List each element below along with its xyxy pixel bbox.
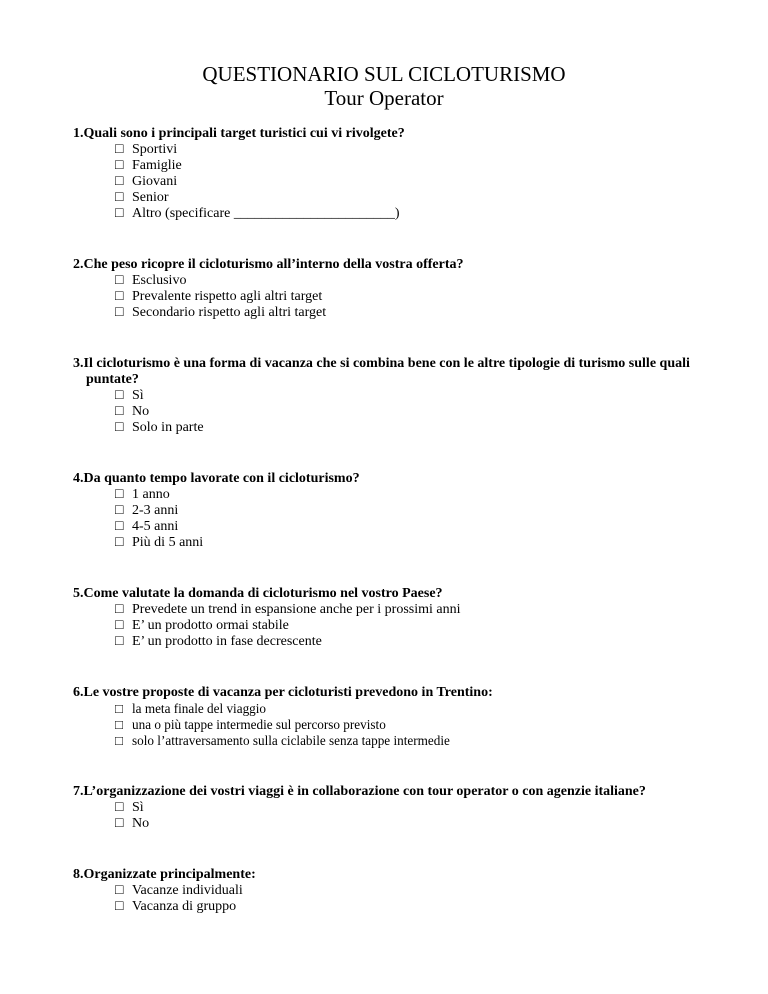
question-3 [73, 356, 728, 436]
option-item[interactable] [73, 388, 728, 404]
checkbox-icon[interactable]: □ [115, 305, 124, 320]
checkbox-icon[interactable]: □ [115, 142, 124, 157]
option-item[interactable] [73, 634, 728, 650]
option-item[interactable] [73, 487, 728, 503]
option-item[interactable] [73, 883, 728, 899]
option-label: No [132, 816, 150, 831]
checkbox-icon[interactable]: □ [115, 487, 124, 502]
option-item[interactable] [73, 190, 728, 206]
option-item[interactable] [73, 503, 728, 519]
option-item[interactable] [73, 142, 728, 158]
option-list [73, 602, 728, 650]
option-list [73, 273, 728, 321]
option-label: E’ un prodotto ormai stabile [132, 618, 289, 633]
option-item[interactable] [73, 701, 728, 717]
option-label: Vacanze individuali [132, 883, 243, 898]
option-label: Altro (specificare _______________________) [132, 206, 400, 221]
option-label: Senior [132, 190, 169, 205]
questionnaire [73, 126, 728, 950]
option-item[interactable] [73, 618, 728, 634]
option-label: Famiglie [132, 158, 182, 173]
option-item[interactable] [73, 158, 728, 174]
checkbox-icon[interactable]: □ [115, 733, 123, 748]
checkbox-icon[interactable]: □ [115, 273, 124, 288]
question-1 [73, 126, 728, 222]
option-item[interactable] [73, 404, 728, 420]
option-item[interactable] [73, 717, 728, 733]
option-label: 2-3 anni [132, 503, 179, 518]
question-5 [73, 586, 728, 650]
option-label: Esclusivo [132, 273, 187, 288]
option-label: Sportivi [132, 142, 178, 157]
question-text: 6.Le vostre proposte di vacanza per cicloturisti prevedono in Trentino: [73, 685, 493, 700]
option-item[interactable] [73, 305, 728, 321]
option-item[interactable] [73, 800, 728, 816]
checkbox-icon[interactable]: □ [115, 634, 124, 649]
question-4 [73, 471, 728, 551]
question-text: 4.Da quanto tempo lavorate con il cicloturismo? [73, 471, 360, 486]
option-item[interactable] [73, 519, 728, 535]
question-text: 3.Il cicloturismo è una forma di vacanza che si combina bene con le altre tipologie di turismo sulle quali puntate? [73, 356, 690, 387]
question-2 [73, 257, 728, 321]
checkbox-icon[interactable]: □ [115, 158, 124, 173]
document-header [0, 62, 768, 110]
option-label: Prevedete un trend in espansione anche per i prossimi anni [132, 602, 461, 617]
checkbox-icon[interactable]: □ [115, 404, 124, 419]
option-label: 1 anno [132, 487, 170, 502]
option-label: Giovani [132, 174, 178, 189]
option-item[interactable] [73, 206, 728, 222]
checkbox-icon[interactable]: □ [115, 519, 124, 534]
question-text: 2.Che peso ricopre il cicloturismo all’interno della vostra offerta? [73, 257, 464, 272]
option-label: Secondario rispetto agli altri target [132, 305, 327, 320]
option-item[interactable] [73, 174, 728, 190]
checkbox-icon[interactable]: □ [115, 388, 124, 403]
checkbox-icon[interactable]: □ [115, 883, 124, 898]
option-list [73, 701, 728, 749]
checkbox-icon[interactable]: □ [115, 717, 123, 732]
option-label: Sì [132, 388, 144, 403]
option-label: la meta finale del viaggio [132, 701, 267, 716]
option-item[interactable] [73, 273, 728, 289]
option-item[interactable] [73, 816, 728, 832]
checkbox-icon[interactable]: □ [115, 535, 124, 550]
question-text: 8.Organizzate principalmente: [73, 867, 256, 882]
question-text: 1.Quali sono i principali target turistici cui vi rivolgete? [73, 126, 405, 141]
checkbox-icon[interactable]: □ [115, 816, 124, 831]
question-6 [73, 685, 728, 749]
option-item[interactable] [73, 899, 728, 915]
checkbox-icon[interactable]: □ [115, 206, 124, 221]
question-text: 5.Come valutate la domanda di cicloturismo nel vostro Paese? [73, 586, 443, 601]
option-item[interactable] [73, 420, 728, 436]
checkbox-icon[interactable]: □ [115, 602, 124, 617]
question-text: 7.L’organizzazione dei vostri viaggi è in collaborazione con tour operator o con agenzie italiane? [73, 784, 646, 799]
option-label: Sì [132, 800, 144, 815]
option-list [73, 142, 728, 222]
checkbox-icon[interactable]: □ [115, 899, 124, 914]
document-subtitle: Tour Operator [324, 86, 444, 110]
option-item[interactable] [73, 289, 728, 305]
option-list [73, 487, 728, 551]
option-label: solo l’attraversamento sulla ciclabile senza tappe intermedie [132, 733, 450, 748]
checkbox-icon[interactable]: □ [115, 420, 124, 435]
option-item[interactable] [73, 602, 728, 618]
checkbox-icon[interactable]: □ [115, 503, 124, 518]
checkbox-icon[interactable]: □ [115, 800, 124, 815]
option-label: No [132, 404, 150, 419]
checkbox-icon[interactable]: □ [115, 289, 124, 304]
option-label: Più di 5 anni [132, 535, 204, 550]
checkbox-icon[interactable]: □ [115, 174, 124, 189]
option-label: Prevalente rispetto agli altri target [132, 289, 323, 304]
checkbox-icon[interactable]: □ [115, 618, 124, 633]
option-label: Vacanza di gruppo [132, 899, 237, 914]
checkbox-icon[interactable]: □ [115, 190, 124, 205]
option-item[interactable] [73, 535, 728, 551]
option-label: 4-5 anni [132, 519, 179, 534]
document-title: QUESTIONARIO SUL CICLOTURISMO [202, 62, 566, 86]
option-item[interactable] [73, 733, 728, 749]
option-label: una o più tappe intermedie sul percorso previsto [132, 717, 386, 732]
option-list [73, 388, 728, 436]
option-label: E’ un prodotto in fase decrescente [132, 634, 322, 649]
option-list [73, 883, 728, 915]
question-8 [73, 867, 728, 915]
question-7 [73, 784, 728, 832]
option-label: Solo in parte [132, 420, 204, 435]
checkbox-icon[interactable]: □ [115, 701, 123, 716]
option-list [73, 800, 728, 832]
